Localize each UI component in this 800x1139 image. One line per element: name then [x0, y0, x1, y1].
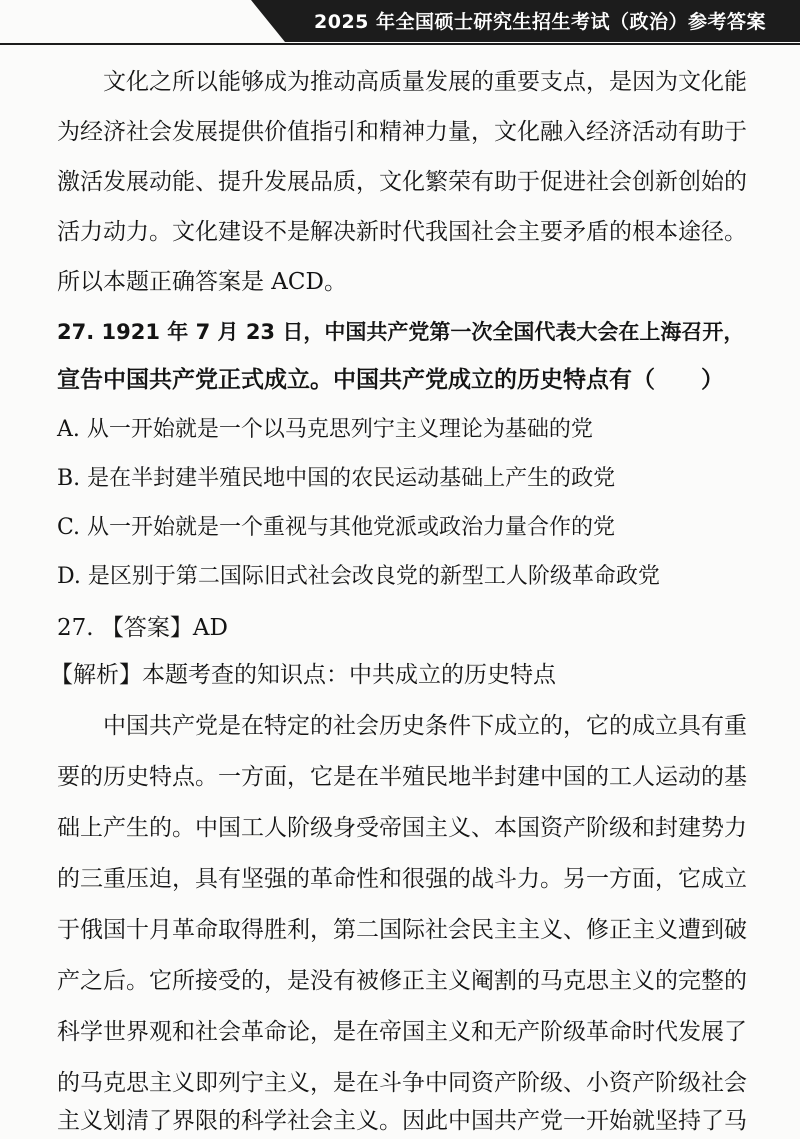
paragraph-line: 主义划清了界限的科学社会主义。因此中国共产党一开始就坚持了马	[57, 1108, 747, 1134]
option-b: B. 是在半封建半殖民地中国的农民运动基础上产生的政党	[57, 466, 616, 491]
paragraph-line: 中国共产党是在特定的社会历史条件下成立的，它的成立具有重	[103, 713, 747, 739]
page-header	[0, 0, 800, 44]
header-title-bar	[285, 0, 800, 42]
paragraph-line: 于俄国十月革命取得胜利，第二国际社会民主主义、修正主义遭到破	[57, 917, 747, 943]
option-c: C. 从一开始就是一个重视与其他党派或政治力量合作的党	[57, 515, 616, 540]
answer-label: 27. 【答案】AD	[57, 615, 228, 641]
paragraph-line: 为经济社会发展提供价值指引和精神力量，文化融入经济活动有助于	[57, 119, 747, 145]
paragraph-line: 科学世界观和社会革命论，是在帝国主义和无产阶级革命时代发展了	[57, 1019, 747, 1045]
question-stem: 27. 1921 年 7 月 23 日，中国共产党第一次全国代表大会在上海召开，	[57, 320, 745, 344]
paragraph-line: 所以本题正确答案是 ACD。	[57, 269, 347, 295]
paragraph-line: 的三重压迫，具有坚强的革命性和很强的战斗力。另一方面，它成立	[57, 866, 747, 892]
option-a: A. 从一开始就是一个以马克思列宁主义理论为基础的党	[57, 417, 593, 442]
paragraph-line: 产之后。它所接受的，是没有被修正主义阉割的马克思主义的完整的	[57, 968, 747, 994]
analysis-heading: 【解析】本题考查的知识点：中共成立的历史特点	[50, 662, 556, 688]
paragraph-line: 要的历史特点。一方面，它是在半殖民地半封建中国的工人运动的基	[57, 764, 747, 790]
header-title: 2025 年全国硕士研究生招生考试（政治）参考答案	[314, 11, 766, 33]
paragraph-line: 活力动力。文化建设不是解决新时代我国社会主要矛盾的根本途径。	[57, 219, 747, 245]
paragraph-line: 文化之所以能够成为推动高质量发展的重要支点，是因为文化能	[103, 69, 747, 95]
option-d: D. 是区别于第二国际旧式社会改良党的新型工人阶级革命政党	[57, 564, 660, 589]
question-stem: 宣告中国共产党正式成立。中国共产党成立的历史特点有（ ）	[57, 367, 724, 393]
paragraph-line: 的马克思主义即列宁主义，是在斗争中同资产阶级、小资产阶级社会	[57, 1070, 747, 1096]
paragraph-line: 激活发展动能、提升发展品质，文化繁荣有助于促进社会创新创始的	[57, 169, 747, 195]
paragraph-line: 础上产生的。中国工人阶级身受帝国主义、本国资产阶级和封建势力	[57, 815, 747, 841]
header-divider	[0, 43, 800, 45]
